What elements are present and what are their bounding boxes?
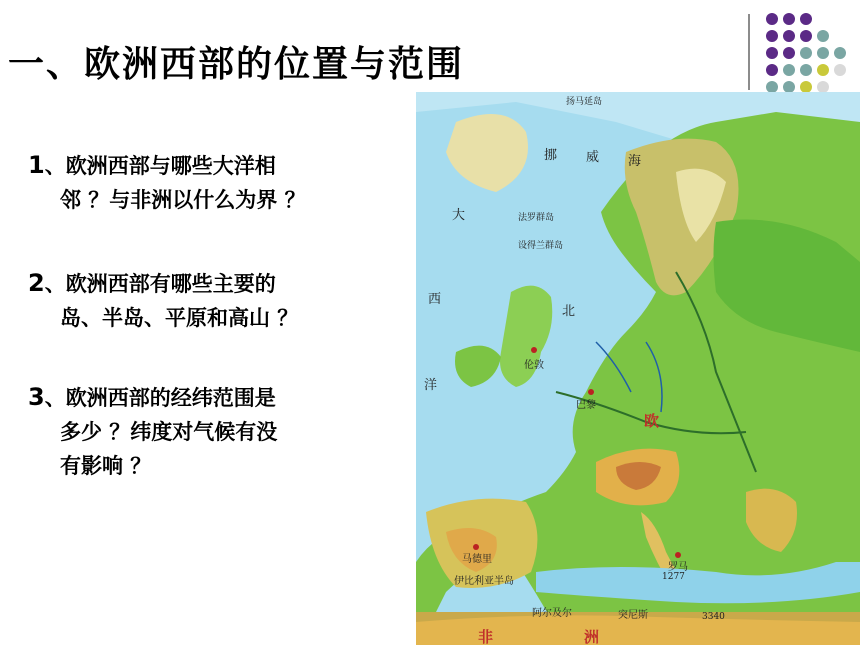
map-label-algeria: 阿尔及尔 — [532, 608, 572, 619]
question-1-number: 1 — [28, 151, 45, 179]
decorative-dot — [834, 64, 846, 76]
map-label-elev-1: 1277 — [662, 572, 685, 582]
map-label-london: 伦敦 — [524, 360, 544, 371]
decorative-dot — [783, 13, 795, 25]
map-label-jan-mayen: 扬马延岛 — [566, 97, 603, 107]
decorative-dot — [766, 47, 778, 59]
map-label-norwegian-sea-1: 挪 — [544, 148, 558, 163]
decorative-dot — [800, 64, 812, 76]
map-label-norwegian-sea-3: 海 — [628, 154, 642, 169]
decorative-dot — [783, 47, 795, 59]
question-2 — [28, 266, 398, 335]
map-label-north-sea: 北 — [562, 304, 576, 319]
decorative-dot — [766, 13, 778, 25]
europe-map — [416, 92, 860, 645]
header-divider — [748, 14, 750, 90]
map-label-shetland: 设得兰群岛 — [518, 241, 564, 251]
decorative-dot — [800, 47, 812, 59]
map-label-tunis: 突尼斯 — [618, 610, 648, 621]
decorative-dot — [834, 47, 846, 59]
decorative-dot — [817, 30, 829, 42]
map-label-europe: 欧 — [644, 412, 660, 430]
decorative-dot — [766, 64, 778, 76]
question-3-line2: 多少 ？纬度对气候有没 — [60, 420, 278, 444]
map-label-atlantic-2: 西 — [428, 292, 442, 307]
question-3-line3: 有影响 ？ — [60, 454, 152, 478]
decorative-dot — [817, 64, 829, 76]
map-label-norwegian-sea-2: 威 — [586, 150, 600, 165]
question-2-line1: 、欧洲西部有哪些主要的 — [44, 272, 276, 296]
question-1-line1: 、欧洲西部与哪些大洋相 — [44, 154, 276, 178]
question-3-line1: 、欧洲西部的经纬范围是 — [44, 386, 276, 410]
map-label-iberia: 伊比利亚半岛 — [454, 576, 514, 587]
question-2-number: 2 — [28, 269, 45, 297]
decorative-dot — [817, 47, 829, 59]
decorative-dot — [766, 30, 778, 42]
decorative-dot — [783, 64, 795, 76]
map-label-madrid: 马德里 — [462, 554, 492, 565]
question-2-line2: 岛、半岛、平原和高山 ？ — [60, 306, 299, 330]
map-label-elev-2: 3340 — [702, 612, 725, 622]
map-label-faroe: 法罗群岛 — [518, 213, 555, 223]
slide-title: 一、欧洲西部的位置与范围 — [8, 44, 465, 85]
map-label-rome: 罗马 — [668, 562, 688, 573]
decorative-dot — [800, 13, 812, 25]
question-1 — [28, 148, 398, 217]
map-label-non: 非 — [478, 628, 494, 645]
map-label-paris: 巴黎 — [576, 400, 596, 411]
question-1-line2: 邻 ？与非洲以什么为界 ？ — [60, 188, 306, 212]
decorative-dot — [783, 30, 795, 42]
map-label-atlantic-1: 大 — [452, 208, 466, 223]
question-3 — [28, 380, 398, 483]
map-label-atlantic-3: 洋 — [424, 378, 438, 393]
question-3-number: 3 — [28, 383, 45, 411]
map-label-africa: 洲 — [584, 628, 600, 645]
decorative-dot — [800, 30, 812, 42]
